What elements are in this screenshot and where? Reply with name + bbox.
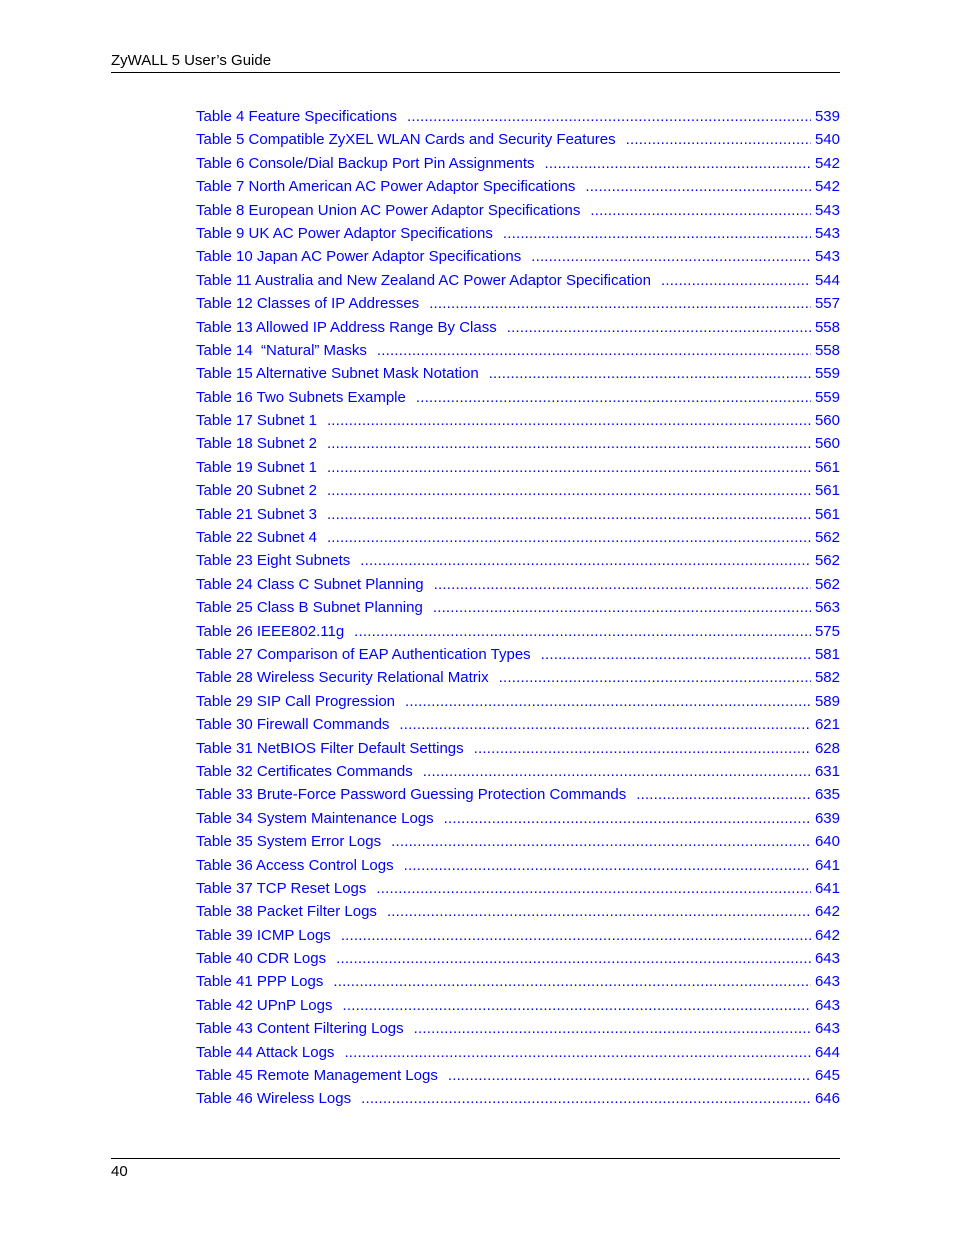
dot-leader: [377, 339, 811, 362]
dot-leader: [405, 690, 811, 713]
dot-leader: [327, 409, 811, 432]
toc-entry-page-number[interactable]: 562: [814, 529, 840, 547]
toc-entry[interactable]: [196, 456, 840, 479]
toc-entry-page-number[interactable]: 561: [814, 458, 840, 476]
dot-leader: [327, 479, 811, 502]
page-header: [111, 50, 840, 73]
toc-entry[interactable]: [196, 199, 840, 222]
toc-entry-page-number[interactable]: 557: [814, 295, 840, 313]
toc-entry-page-number[interactable]: 646: [814, 1090, 840, 1108]
dot-leader: [474, 737, 811, 760]
toc-entry[interactable]: [196, 666, 840, 689]
toc-entry[interactable]: [196, 128, 840, 151]
toc-entry[interactable]: [196, 386, 840, 409]
toc-entry-label[interactable]: Table 22 Subnet 4: [196, 529, 317, 547]
dot-leader: [344, 1041, 811, 1064]
toc-entry-label[interactable]: Table 24 Class C Subnet Planning: [196, 575, 424, 593]
toc-entry-page-number[interactable]: 543: [814, 224, 840, 242]
toc-entry[interactable]: [196, 854, 840, 877]
dot-leader: [541, 643, 811, 666]
toc-entry-page-number[interactable]: 635: [814, 786, 840, 804]
toc-entry-page-number[interactable]: 562: [814, 575, 840, 593]
dot-leader: [503, 222, 811, 245]
toc-entry-page-number[interactable]: 589: [814, 692, 840, 710]
toc-entry-page-number[interactable]: 642: [814, 903, 840, 921]
toc-entry[interactable]: [196, 690, 840, 713]
dot-leader: [444, 807, 811, 830]
dot-leader: [661, 269, 811, 292]
toc-entry-page-number[interactable]: 643: [814, 973, 840, 991]
dot-leader: [489, 362, 811, 385]
toc-entry[interactable]: [196, 245, 840, 268]
dot-leader: [636, 783, 811, 806]
toc-entry-label[interactable]: Table 36 Access Control Logs: [196, 856, 394, 874]
toc-entry-label[interactable]: Table 19 Subnet 1: [196, 458, 317, 476]
dot-leader: [448, 1064, 811, 1087]
toc-entry-page-number[interactable]: 540: [814, 131, 840, 149]
toc-entry-page-number[interactable]: 560: [814, 412, 840, 430]
toc-entry-page-number[interactable]: 581: [814, 645, 840, 663]
toc-entry-page-number[interactable]: 559: [814, 365, 840, 383]
toc-entry[interactable]: [196, 573, 840, 596]
toc-entry-label[interactable]: Table 14 “Natural” Masks: [196, 341, 367, 359]
toc-entry[interactable]: [196, 994, 840, 1017]
toc-entry-label[interactable]: Table 12 Classes of IP Addresses: [196, 295, 420, 313]
toc-entry-label[interactable]: Table 5 Compatible ZyXEL WLAN Cards and Security Features: [196, 131, 616, 149]
dot-leader: [507, 316, 811, 339]
toc-entry-label[interactable]: Table 11 Australia and New Zealand AC Power Adaptor Specification: [196, 271, 651, 289]
toc-entry[interactable]: [196, 713, 840, 736]
toc-entry-label[interactable]: Table 29 SIP Call Progression: [196, 692, 395, 710]
dot-leader: [387, 900, 811, 923]
toc-entry-label[interactable]: Table 15 Alternative Subnet Mask Notation: [196, 365, 479, 383]
toc-entry-label[interactable]: Table 7 North American AC Power Adaptor Specifications: [196, 178, 576, 196]
toc-entry-label[interactable]: Table 37 TCP Reset Logs: [196, 879, 367, 897]
toc-entry[interactable]: [196, 175, 840, 198]
toc-entry-page-number[interactable]: 539: [814, 108, 840, 125]
toc-entry-label[interactable]: Table 10 Japan AC Power Adaptor Specifications: [196, 248, 522, 266]
toc-entry-page-number[interactable]: 543: [814, 248, 840, 266]
dot-leader: [545, 152, 811, 175]
toc-entry-page-number[interactable]: 561: [814, 505, 840, 523]
dot-leader: [531, 245, 811, 268]
toc-entry-page-number[interactable]: 558: [814, 341, 840, 359]
toc-entry-label[interactable]: Table 23 Eight Subnets: [196, 552, 351, 570]
toc-entry-label[interactable]: Table 45 Remote Management Logs: [196, 1067, 438, 1085]
toc-entry-label[interactable]: Table 35 System Error Logs: [196, 833, 382, 851]
toc-entry[interactable]: [196, 432, 840, 455]
toc-entry-page-number[interactable]: 575: [814, 622, 840, 640]
dot-leader: [391, 830, 811, 853]
toc-entry-page-number[interactable]: 559: [814, 388, 840, 406]
toc-entry-label[interactable]: Table 21 Subnet 3: [196, 505, 317, 523]
dot-leader: [434, 573, 811, 596]
toc-entry-page-number[interactable]: 641: [814, 879, 840, 897]
toc-entry-page-number[interactable]: 542: [814, 154, 840, 172]
toc-entry[interactable]: [196, 222, 840, 245]
toc-entry[interactable]: [196, 596, 840, 619]
toc-entry[interactable]: [196, 152, 840, 175]
toc-entry-label[interactable]: Table 38 Packet Filter Logs: [196, 903, 377, 921]
toc-entry-label[interactable]: Table 40 CDR Logs: [196, 950, 327, 968]
toc-entry-page-number[interactable]: 641: [814, 856, 840, 874]
page-footer: [111, 1158, 840, 1180]
toc-entry[interactable]: [196, 1087, 840, 1110]
dot-leader: [433, 596, 811, 619]
toc-entry[interactable]: [196, 105, 840, 128]
dot-leader: [341, 924, 811, 947]
dot-leader: [327, 456, 811, 479]
toc-entry[interactable]: [196, 924, 840, 947]
toc-entry-page-number[interactable]: 644: [814, 1043, 840, 1061]
toc-entry[interactable]: [196, 549, 840, 572]
toc-entry[interactable]: [196, 269, 840, 292]
toc-entry-label[interactable]: Table 8 European Union AC Power Adaptor Specifications: [196, 201, 581, 219]
toc-entry[interactable]: [196, 807, 840, 830]
toc-entry-page-number[interactable]: 621: [814, 716, 840, 734]
toc-entry-label[interactable]: Table 34 System Maintenance Logs: [196, 809, 434, 827]
dot-leader: [376, 877, 811, 900]
toc-entry-label[interactable]: Table 26 IEEE802.11g: [196, 622, 345, 640]
toc-entry-page-number[interactable]: 639: [814, 809, 840, 827]
dot-leader: [585, 175, 811, 198]
toc-entry-page-number[interactable]: 628: [814, 739, 840, 757]
toc-entry[interactable]: [196, 947, 840, 970]
dot-leader: [360, 549, 811, 572]
toc-entry-label[interactable]: Table 25 Class B Subnet Planning: [196, 599, 423, 617]
toc-entry[interactable]: [196, 503, 840, 526]
toc-entry-label[interactable]: Table 16 Two Subnets Example: [196, 388, 406, 406]
dot-leader: [343, 994, 811, 1017]
toc-entry[interactable]: [196, 292, 840, 315]
dot-leader: [429, 292, 811, 315]
toc-entry-label[interactable]: Table 17 Subnet 1: [196, 412, 317, 430]
dot-leader: [354, 620, 811, 643]
dot-leader: [499, 666, 811, 689]
toc-entry-label[interactable]: Table 44 Attack Logs: [196, 1043, 335, 1061]
toc-entry[interactable]: [196, 526, 840, 549]
dot-leader: [416, 386, 811, 409]
toc-entry-label[interactable]: Table 42 UPnP Logs: [196, 996, 333, 1014]
toc-entry[interactable]: [196, 783, 840, 806]
toc-entry[interactable]: [196, 316, 840, 339]
dot-leader: [327, 432, 811, 455]
dot-leader: [407, 105, 811, 128]
dot-leader: [626, 128, 811, 151]
toc-entry-page-number[interactable]: 643: [814, 1020, 840, 1038]
toc-entry[interactable]: [196, 1017, 840, 1040]
toc-entry-label[interactable]: Table 6 Console/Dial Backup Port Pin Assignments: [196, 154, 535, 172]
dot-leader: [590, 199, 811, 222]
toc-entry[interactable]: [196, 339, 840, 362]
toc-entry-page-number[interactable]: 643: [814, 950, 840, 968]
toc-entry-label[interactable]: Table 27 Comparison of EAP Authentication Types: [196, 645, 531, 663]
toc-entry-label[interactable]: Table 31 NetBIOS Filter Default Settings: [196, 739, 464, 757]
toc-entry-label[interactable]: Table 39 ICMP Logs: [196, 926, 331, 944]
toc-entry[interactable]: [196, 643, 840, 666]
toc-entry-page-number[interactable]: 543: [814, 201, 840, 219]
toc-entry[interactable]: [196, 620, 840, 643]
toc-entry[interactable]: [196, 737, 840, 760]
dot-leader: [327, 503, 811, 526]
dot-leader: [327, 526, 811, 549]
toc-entry-page-number[interactable]: 544: [814, 271, 840, 289]
toc-entry-label[interactable]: Table 4 Feature Specifications: [196, 108, 397, 125]
toc-entry-page-number[interactable]: 640: [814, 833, 840, 851]
toc-entry-page-number[interactable]: 560: [814, 435, 840, 453]
toc-entry-label[interactable]: Table 9 UK AC Power Adaptor Specifications: [196, 224, 493, 242]
toc-entry[interactable]: [196, 1041, 840, 1064]
toc-entry-page-number[interactable]: 631: [814, 762, 840, 780]
page-number: 40: [111, 1163, 128, 1180]
toc-entry[interactable]: [196, 362, 840, 385]
toc-entry-label[interactable]: Table 30 Firewall Commands: [196, 716, 390, 734]
toc-entry[interactable]: [196, 1064, 840, 1087]
dot-leader: [336, 947, 811, 970]
toc-entry-label[interactable]: Table 13 Allowed IP Address Range By Class: [196, 318, 497, 336]
toc-entry-page-number[interactable]: 645: [814, 1067, 840, 1085]
toc-entry-page-number[interactable]: 561: [814, 482, 840, 500]
toc-entry-page-number[interactable]: 563: [814, 599, 840, 617]
toc-entry-label[interactable]: Table 43 Content Filtering Logs: [196, 1020, 404, 1038]
toc-entry-label[interactable]: Table 46 Wireless Logs: [196, 1090, 352, 1108]
dot-leader: [399, 713, 811, 736]
toc-entry-page-number[interactable]: 558: [814, 318, 840, 336]
toc-entry-label[interactable]: Table 41 PPP Logs: [196, 973, 324, 991]
toc-entry[interactable]: [196, 760, 840, 783]
document-title: ZyWALL 5 User’s Guide: [111, 52, 272, 69]
toc-entry-page-number[interactable]: 582: [814, 669, 840, 687]
toc-entry[interactable]: [196, 830, 840, 853]
dot-leader: [333, 970, 811, 993]
toc-entry[interactable]: [196, 900, 840, 923]
toc-entry[interactable]: [196, 479, 840, 502]
toc-entry-label[interactable]: Table 18 Subnet 2: [196, 435, 317, 453]
dot-leader: [404, 854, 811, 877]
table-of-contents-list: [196, 105, 840, 1111]
toc-entry-label[interactable]: Table 32 Certificates Commands: [196, 762, 413, 780]
dot-leader: [414, 1017, 811, 1040]
toc-entry-label[interactable]: Table 28 Wireless Security Relational Matrix: [196, 669, 489, 687]
dot-leader: [423, 760, 811, 783]
toc-entry-page-number[interactable]: 542: [814, 178, 840, 196]
toc-entry[interactable]: [196, 877, 840, 900]
toc-entry[interactable]: [196, 409, 840, 432]
toc-entry[interactable]: [196, 970, 840, 993]
toc-entry-page-number[interactable]: 643: [814, 996, 840, 1014]
dot-leader: [361, 1087, 811, 1110]
toc-entry-label[interactable]: Table 20 Subnet 2: [196, 482, 317, 500]
toc-entry-page-number[interactable]: 642: [814, 926, 840, 944]
toc-entry-page-number[interactable]: 562: [814, 552, 840, 570]
toc-entry-label[interactable]: Table 33 Brute-Force Password Guessing Protection Commands: [196, 786, 627, 804]
